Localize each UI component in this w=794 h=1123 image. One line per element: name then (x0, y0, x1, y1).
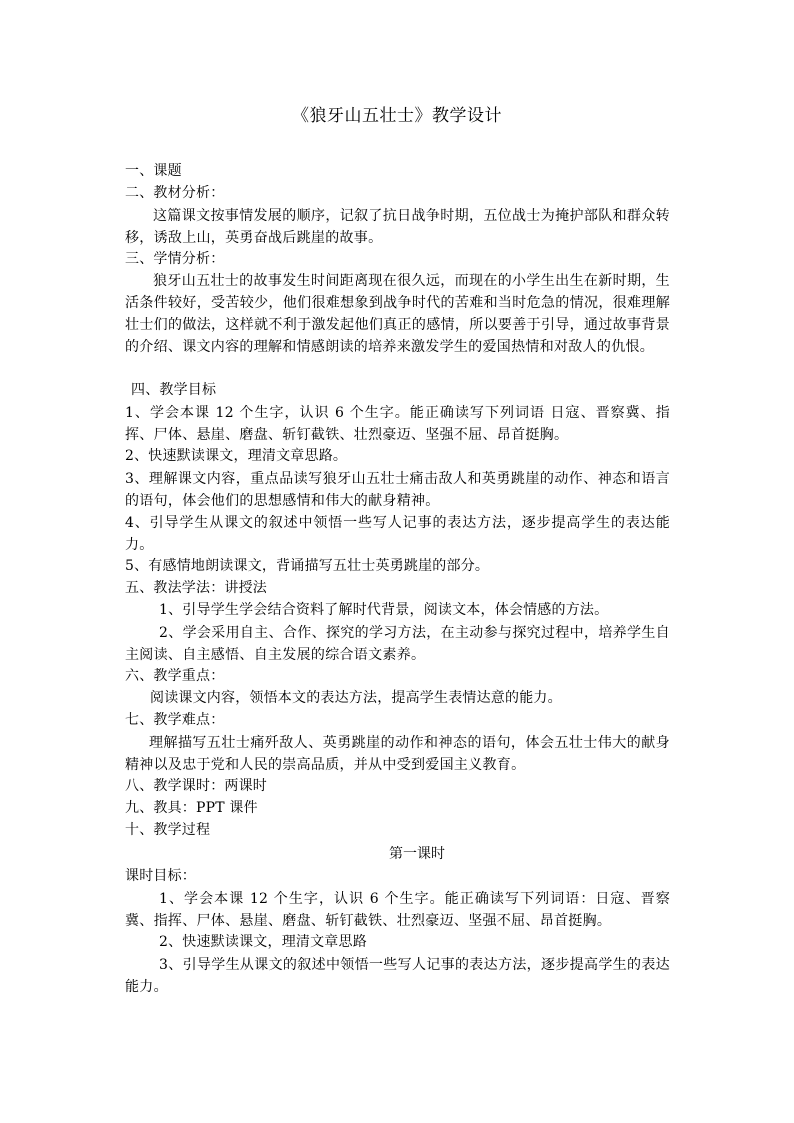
section-heading-teaching-process: 十、教学过程 (125, 822, 211, 838)
section-heading-teaching-aids: 九、教具：PPT 课件 (125, 800, 258, 816)
method-item-1: 1、引导学生学会结合资料了解时代背景，阅读文本，体会情感的方法。 (159, 602, 609, 618)
difficulties-text: 理解描写五壮士痛歼敌人、英勇跳崖的动作和神态的语句，体会五壮士伟大的献身精神以及忠于党和人民的崇高品质，并从中受到爱国主义教育。 (125, 735, 670, 773)
section-heading-class-hours: 八、教学课时：两课时 (125, 778, 267, 794)
textbook-analysis-text: 这篇课文按事情发展的顺序，记叙了抗日战争时期，五位战士为掩护部队和群众转移，诱敌上山，英勇奋战后跳崖的故事。 (125, 208, 670, 246)
section-heading-difficulties: 七、教学难点： (125, 712, 225, 728)
objective-2: 2、快速默读课文，理清文章思路。 (125, 448, 348, 464)
objective-3: 3、理解课文内容，重点品读写狼牙山五壮士痛击敌人和英勇跳崖的动作、神态和语言的语句，体会他们的思想感情和伟大的献身精神。 (125, 471, 670, 509)
lesson-1-goal-3: 3、引导学生从课文的叙述中领悟一些写人记事的表达方法，逐步提高学生的表达能力。 (125, 957, 670, 995)
key-points-text: 阅读课文内容，领悟本文的表达方法，提高学生表情达意的能力。 (150, 690, 562, 706)
objective-5: 5、有感情地朗读课文，背诵描写五壮士英勇跳崖的部分。 (125, 558, 490, 574)
section-heading-key-points: 六、教学重点： (125, 668, 225, 684)
lesson-1-goals-label: 课时目标： (125, 868, 196, 884)
student-analysis-text: 狼牙山五壮士的故事发生时间距离现在很久远，而现在的小学生出生在新时期，生活条件较好，受苦较少，他们很难想象到战争时代的苦难和当时危急的情况，很难理解壮士们的做法，这样就不利于激发起他们真正的感情，所以要善于引导，通过故事背景的介绍、课文内容的理解和情感朗读的培养来激发学生的爱国热情和对敌人的仇恨。 (125, 273, 670, 355)
method-item-2: 2、学会采用自主、合作、探究的学习方法，在主动参与探究过程中，培养学生自主阅读、自主感悟、自主发展的综合语文素养。 (125, 625, 670, 663)
objective-4: 4、引导学生从课文的叙述中领悟一些写人记事的表达方法，逐步提高学生的表达能力。 (125, 515, 670, 553)
lesson-1-title: 第一课时 (389, 846, 445, 862)
section-heading-student-analysis: 三、学情分析： (125, 251, 225, 267)
section-heading-topic: 一、课题 (125, 163, 182, 179)
section-heading-textbook-analysis: 二、教材分析： (125, 185, 225, 201)
objective-1: 1、学会本课 12 个生字，认识 6 个生字。能正确读写下列词语 日寇、晋察冀、指挥、尸体、悬崖、磨盘、斩钉截铁、壮烈豪迈、坚强不屈、昂首挺胸。 (125, 405, 670, 443)
section-heading-methods: 五、教法学法：讲授法 (125, 580, 267, 596)
section-heading-objectives: 四、教学目标 (131, 382, 217, 398)
lesson-1-goal-1: 1、学会本课 12 个生字，认识 6 个生字。能正确读写下列词语：日寇、晋察冀、指挥、尸体、悬崖、磨盘、斩钉截铁、壮烈豪迈、坚强不屈、昂首挺胸。 (125, 891, 670, 929)
lesson-1-goal-2: 2、快速默读课文，理清文章思路 (159, 934, 367, 950)
document-title: 《狼牙山五壮士》教学设计 (292, 106, 502, 126)
